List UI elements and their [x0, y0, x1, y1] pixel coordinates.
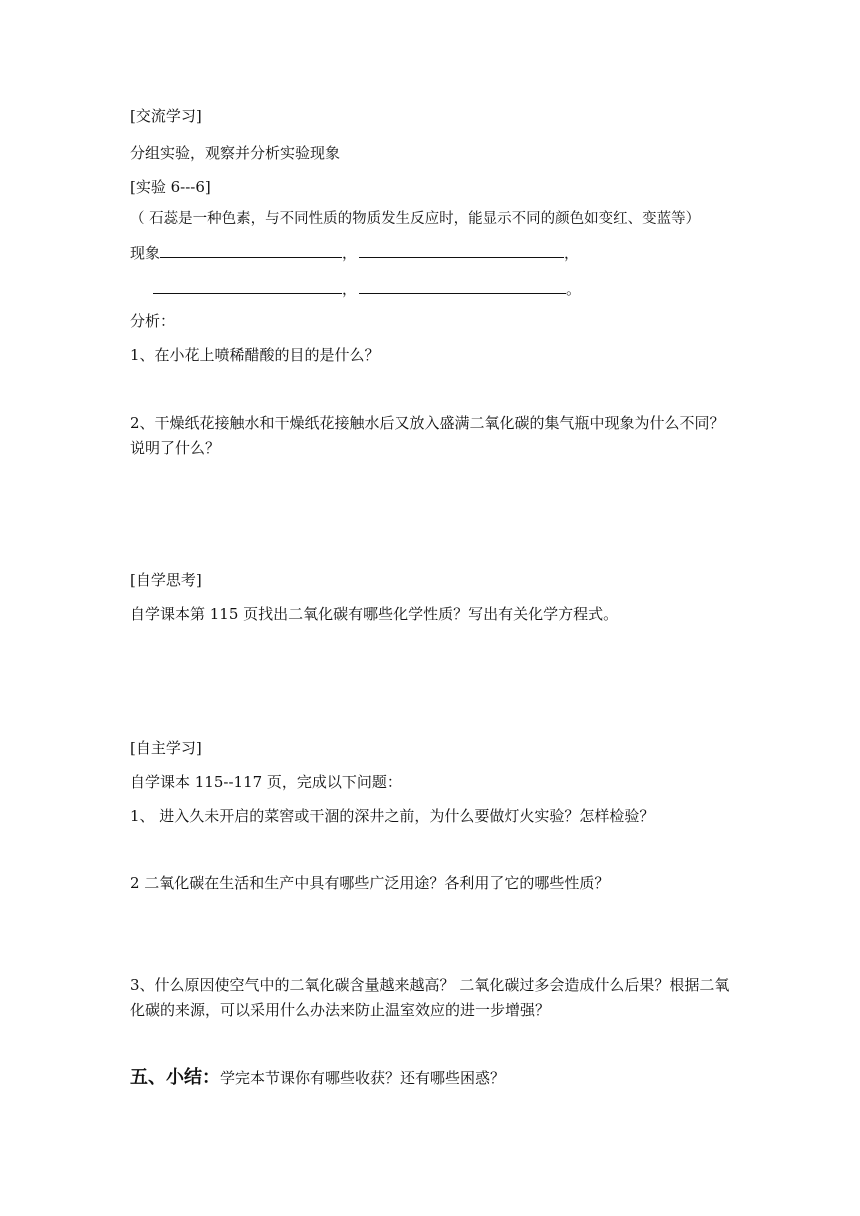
phenomenon-blank-3[interactable]: [153, 279, 342, 294]
summary-row: [130, 1066, 505, 1090]
phenomenon-label: 现象: [130, 244, 161, 262]
self-question-3-line-2: 化碳的来源，可以采用什么办法来防止温室效应的进一步增强？: [130, 1001, 551, 1019]
self-question-2: 2 二氧化碳在生活和生产中具有哪些广泛用途？各利用了它的哪些性质？: [130, 874, 610, 892]
comma-1: ，: [342, 244, 358, 262]
experiment-label: [实验 6---6]: [130, 178, 211, 196]
exchange-question-2-line-1: 2、干燥纸花接触水和干燥纸花接触水后又放入盛满二氧化碳的集气瓶中现象为什么不同？: [130, 414, 725, 432]
phenomenon-blank-4[interactable]: [359, 279, 566, 294]
exchange-question-1: 1、在小花上喷稀醋酸的目的是什么？: [130, 346, 380, 364]
phenomenon-blank-2[interactable]: [359, 243, 564, 258]
self-question-1: 1、 进入久未开启的菜窖或干涸的深井之前，为什么要做灯火实验？怎样检验？: [130, 807, 655, 825]
exchange-question-2-line-2: 说明了什么？: [130, 439, 221, 457]
period-1: 。: [566, 280, 582, 298]
think-text: 自学课本第 115 页找出二氧化碳有哪些化学性质？写出有关化学方程式。: [130, 605, 619, 623]
comma-3: ，: [342, 280, 358, 298]
analysis-label: 分析：: [130, 312, 176, 330]
exchange-instruction: 分组实验，观察并分析实验现象: [130, 144, 341, 162]
self-text: 自学课本 115--117 页，完成以下问题：: [130, 773, 402, 791]
self-heading: [自主学习]: [130, 739, 202, 757]
summary-text: 学完本节课你有哪些收获？还有哪些困惑？: [220, 1069, 506, 1087]
phenomenon-row-1: [130, 243, 579, 263]
phenomenon-blank-1[interactable]: [160, 243, 342, 258]
exchange-heading: [交流学习]: [130, 107, 202, 125]
phenomenon-row-2: [153, 279, 581, 299]
think-heading: [自学思考]: [130, 571, 202, 589]
litmus-note: （ 石蕊是一种色素，与不同性质的物质发生反应时，能显示不同的颜色如变红、变蓝等）: [130, 211, 701, 227]
summary-heading: 五、小结：: [130, 1067, 220, 1088]
comma-2: ，: [564, 244, 580, 262]
self-question-3-line-1: 3、什么原因使空气中的二氧化碳含量越来越高？ 二氧化碳过多会造成什么后果？根据二氧: [130, 976, 730, 994]
